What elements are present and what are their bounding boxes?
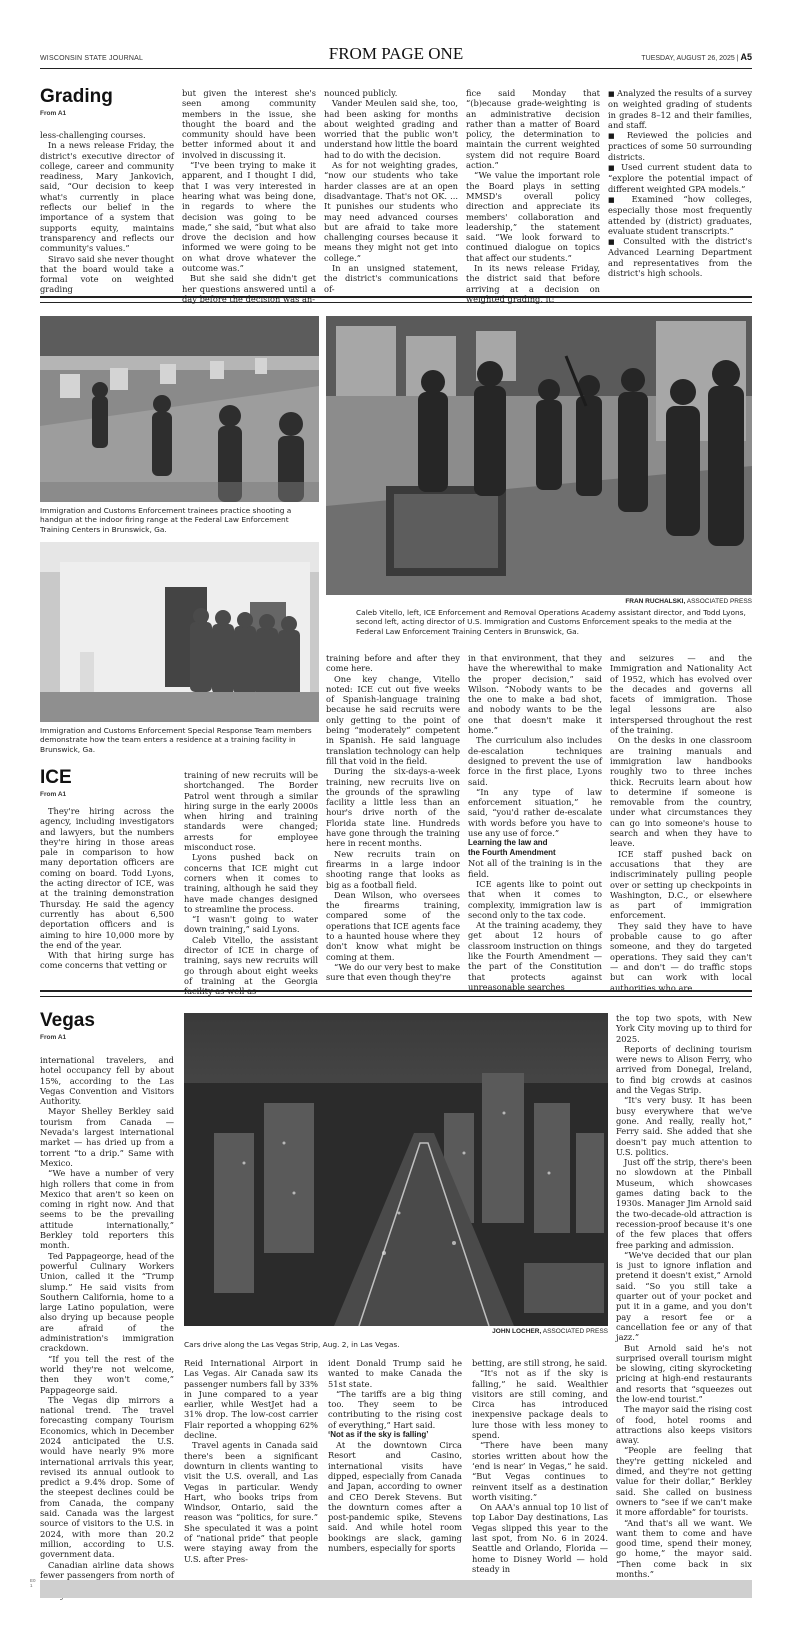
grading-col-1 [40,130,174,300]
paragraph: One key change, Vitello noted: ICE cut out five weeks of Spanish-language training because he said recruits were only getting to the point of being “moderately” competent in Spanish. He said language translation technology can help fill that void in the field. [326,673,460,766]
paragraph: Reports of declining tourism were news to Alison Ferry, who arrived from Donegal, Ireland, to find big crowds at casinos and the Vegas Strip. [616,1043,752,1096]
paragraph: With that hiring surge has come concerns that vetting or [40,950,174,971]
footer-ad-bar [40,1580,752,1598]
photo-agency: ASSOCIATED PRESS [686,598,752,605]
vegas-headline-block [40,1010,170,1041]
separator: | [736,55,739,62]
firing-range-photo [40,316,319,502]
ice-headline: ICE [40,767,72,788]
paragraph: They said they have to have probable cause to go after someone, and they do targeted operations. They said they can't — and don't — do traffic stops but can work with local authorities who are. [610,920,752,993]
special-response-photo [40,542,319,722]
press-conference-photo [326,316,752,595]
paragraph: “I wasn't going to water down training,” said Lyons. [184,914,318,935]
vegas-headline: Vegas [40,1010,95,1031]
grading-headline: Grading [40,86,113,107]
paragraph: Vander Meulen said she, too, had been asking for months about weighted grading and worried that the public won't understand how little the board had to do with the decision. [324,98,458,160]
paragraph: “We value the important role the Board plays in setting MMSD's overall policy direction and appreciate its members' collaboration and leadership,” the statement said. “We look forward to continued dialogue on topics that affect our students.” [466,170,600,263]
vegas-strip-photo [184,1013,608,1326]
subhead [468,838,602,858]
photographer-name: JOHN LOCHER, [492,1328,542,1335]
paragraph: ICE agents like to point out that when it comes to complexity, immigration law is second only to the tax code. [468,878,602,920]
section-divider [40,296,752,303]
paragraph: Dean Wilson, who oversees the firearms training, compared some of the operations that ICE agents face to a haunted house where they don't know what might be coming at them. [326,889,460,962]
paragraph: training of new recruits will be shortchanged. The Border Patrol went through a similar hiring surge in the early 2000s when hiring and training standards were changed; arrests for employee misconduct rose. [184,770,318,853]
paragraph: They're hiring across the agency, including investigators and lawyers, but the numbers they're hiring in those areas pale in comparison to how many deportation officers are coming on board. Todd Lyons, the acting director of ICE, was at the training demonstration Thursday. He said the agency currently has about 6,500 deportation officers and is aiming to hire 10,000 more by the end of the year. [40,806,174,950]
vegas-strip-image [184,1013,608,1326]
paragraph: Caleb Vitello, the assistant director of ICE in charge of training, says new recruits will go through about eight weeks of training at the Georgia facility as well as [184,934,318,997]
grading-col-2 [182,88,316,304]
photographer-name: FRAN RUCHALSKI, [625,598,686,605]
paragraph: Travel agents in Canada said there's been a significant downturn in clients wanting to visit the U.S. overall, and Las Vegas in particular. Wendy Hart, who books trips from Windsor, Ontario, said the reason was “politics, for sure.” She speculated it was a point of “national pride” that people were staying away from the U.S. after Pres- [184,1440,318,1564]
bullet-item: ■ Reviewed the policies and practices of some 50 surrounding districts. [608,130,752,162]
paragraph: “We have a number of very high rollers that come in from Mexico that aren't so keen on coming in right now. And that seems to be the prevailing attitude internationally,” Berkley told reporters this month. [40,1168,174,1251]
special-response-image [40,542,319,722]
paragraph: In a news release Friday, the district's executive director of college, career and community readiness, Mary Jankovich, said, “Our decision to keep what's currently in place reflects our belief in the importance of a system that supports equity, maintains transparency and reflects our community's values.” [40,140,174,254]
paragraph: Just off the strip, there's been no slowdown at the Pinball Museum, which showcases games dating back to the 1930s. Manager Jim Arnold said the two-decade-old attraction is recession-proof because it's one of the few places that offers free parking and admission. [616,1157,752,1250]
photo-agency: ASSOCIATED PRESS [542,1328,608,1335]
subhead-line-2: the Fourth Amendment [468,848,556,858]
grading-col-5 [608,88,752,300]
masthead [40,44,752,66]
paragraph: “We do our very best to make sure that even though they're [326,961,460,983]
paragraph: “It's not as if the sky is falling,” he said. Wealthier visitors are still coming, and Circa has introduced inexpensive package deals to lure those with less money to spend. [472,1368,608,1441]
paragraph: Ted Pappageorge, head of the powerful Culinary Workers Union, called it the “Trump slump.” He said visits from Southern California, home to a large Latino population, were also drying up because people are afraid of the administration's immigration crackdown. [40,1250,174,1354]
paragraph: Mayor Shelley Berkley said tourism from Canada — Nevada's largest international market — has dried up from a torrent “to a drip.” Same with Mexico. [40,1106,174,1168]
paragraph: nounced publicly. [324,88,398,98]
grading-headline-block [40,86,170,117]
firing-range-image [40,316,319,502]
vegas-col-2 [184,1358,318,1570]
paragraph: “And that's all we want. We want them to come and have good time, spend their money, go home,” the mayor said. “Then come back in six months.” [616,1517,752,1580]
paragraph: Siravo said she never thought that the board would take a formal vote on weighted grading [40,253,174,295]
date-page [641,52,752,62]
ice-jump: From A1 [40,791,67,798]
ice-col-1 [40,806,174,976]
vegas-col-5 [616,1013,752,1580]
paragraph: fice said Monday that “(b)ecause grade-weighting is an administrative decision rather than a matter of Board policy, the determination to maintain the current weighted system did not require Board action.” [466,88,600,171]
ice-col-2 [184,770,318,997]
paper-name: WISCONSIN STATE JOURNAL [40,55,144,62]
bullet-item: ■ Used current student data to “explore the potential impact of different weighted GPA models.” [608,162,752,194]
vegas-col-3 [328,1358,462,1570]
masthead-rule [40,68,752,69]
paragraph: Not all of the training is in the field. [468,858,602,879]
vegas-jump: From A1 [40,1034,67,1041]
vegas-photo-caption: Cars drive along the Las Vegas Strip, Aug. 2, in Las Vegas. [184,1340,400,1349]
bullet-item: ■ Consulted with the district's Advanced Learning Department and representatives from the district's high schools. [608,236,752,278]
page-code-line-2: 1 [30,1583,33,1588]
ice-col-4 [468,653,602,992]
vegas-col-4 [472,1358,608,1574]
paragraph: The Vegas dip mirrors a national trend. The travel forecasting company Tourism Economics, which in December 2024 anticipated the U.S. would have nearly 9% more international arrivals this year, revised its annual outlook to predict a 9.4% drop. Some of the steepest declines could be from Canada, the company said. Canada was the largest source of visitors to the U.S. in 2024, with more than 20.2 million, according to U.S. government data. [40,1394,174,1560]
grading-col-4 [466,88,600,304]
paragraph: The curriculum also includes de-escalation techniques designed to prevent the use of force in the first place, Lyons said. [468,735,602,787]
vegas-col-1 [40,1055,174,1580]
issue-date: TUESDAY, AUGUST 26, 2025 [641,55,735,62]
bullet-item: ■ Analyzed the results of a survey on weighted grading of students in grades 8–12 and their families, and staff. [608,88,752,130]
paragraph: but given the interest she's seen among community members in the issue, she thought the board and the community should have been better informed about it and involved in discussing it. [182,88,316,160]
paragraph: During the six-days-a-week training, new recruits live on the grounds of the sprawling facility a little less than an hour's drive north of the Florida state line. Hundreds have gone through the training here in recent months. [326,766,460,849]
paragraph: “There have been many stories written about how the ‘end is near’ in Vegas,” he said. “But Vegas continues to reinvent itself as a destination worth visiting.” [472,1440,608,1502]
paragraph: In its news release Friday, the district said that before arriving at a decision on weighted grading, it: [466,263,600,304]
paragraph: the top two spots, with New York City moving up to third for 2025. [616,1013,752,1044]
ice-col-3 [326,653,460,983]
subhead-line-1: Learning the law and [468,838,548,848]
paragraph: “If you tell the rest of the world they're not welcome, then they won't come,” Pappageorge said. [40,1353,174,1395]
paragraph: less-challenging courses. [40,130,146,140]
section-divider [40,990,752,997]
paragraph: training before and after they come here. [326,653,460,674]
paragraph: “People are feeling that they're getting nickeled and dimed, and they're not getting value for their dollar,” Berkley said. She called on business owners to “see if we can't make it more affordable” for tourists. [616,1445,752,1518]
grading-jump: From A1 [40,110,67,117]
press-conference-caption: Caleb Vitello, left, ICE Enforcement and Removal Operations Academy assistant director, and Todd Lyons, second left, acting director of U.S. Immigration and Customs Enforcement speaks to the media at the Federal Law Enforcement Training Centers in Brunswick, Ga. [356,608,746,636]
paragraph: Lyons pushed back on concerns that ICE might cut corners when it comes to training, although he said they have made changes designed to streamline the process. [184,852,318,914]
subhead: ‘Not as if the sky is falling’ [328,1430,429,1440]
special-response-caption: Immigration and Customs Enforcement Special Response Team members demonstrate how the team enters a residence at a training facility in Brunswick, Ga. [40,726,312,754]
paragraph: in that environment, that they have the wherewithal to make the proper decision,” said Wilson. “Nobody wants to be the one to make a bad shot, and nobody wants to be the one that doesn't make it home.” [468,653,602,736]
paragraph: “We've decided that our plan is just to ignore inflation and pretend it doesn't exist,” Arnold said. “So you still take a quarter out of your pocket and put it in a game, and you don't pay a resort fee or a cancellation fee or any of that jazz.” [616,1249,752,1343]
paragraph: At the downtown Circa Resort and Casino, international visits have dipped, especially from Canada and Japan, according to owner and CEO Derek Stevens. But the downturn comes after a post-pandemic spike, Stevens said. And while hotel room bookings are slack, gaming numbers, especially for sports [328,1440,462,1554]
grading-col-3 [324,88,458,300]
paragraph: “The tariffs are a big thing too. They seem to be contributing to the rising cost of everything,” Hart said. [328,1388,462,1430]
page-number: A5 [740,52,752,62]
paragraph: New recruits train on firearms in a large indoor shooting range that looks as big as a football field. [326,848,460,890]
press-conference-image [326,316,752,595]
paragraph: “I've been trying to make it apparent, and I thought I did, that I was very interested in hearing what was being done, in regards to where the decision was going to be made,” she said, “but what also drove the decision and how informed we were going to be on what drove whatever the outcome was.” [182,160,316,274]
paragraph: But she said she didn't get her questions answered until a day before the decision was an- [182,273,316,304]
page-code [30,1578,36,1588]
paragraph: and seizures — and the Immigration and Nationality Act of 1952, which has evolved over the decades and governs all facets of immigration. Those legal lessons are also interspersed throughout the rest of the training. [610,653,752,736]
ice-headline-block [40,767,170,798]
paragraph: Canadian airline data shows fewer passengers from north of [40,1559,174,1580]
paragraph: international travelers, and hotel occupancy fell by about 15%, according to the Las Vegas Convention and Visitors Authority. [40,1055,174,1107]
paragraph: The mayor said the rising cost of food, hotel rooms and attractions also keeps visitors away. [616,1404,752,1446]
section-title: FROM PAGE ONE [328,44,464,63]
paragraph: “It's very busy. It has been busy everywhere that we've gone. And really, really hot,” Ferry said. She added that she doesn't pay much attention to U.S. politics. [616,1095,752,1157]
bullet-item: ■ Examined “how colleges, especially those most frequently attended by (district) graduates, evaluate student transcripts.” [608,194,752,236]
paragraph: As for not weighting grades, “now our students who take harder classes are at an open disadvantage. That's not OK. ... It punishes our students who may need advanced courses but are afraid to take more challenging courses because it means they might not get into college.” [324,160,458,263]
paragraph: “In any type of law enforcement situation,” he said, “you'd rather de-escalate with words before you have to use any use of force.” [468,786,602,839]
ice-col-5 [610,653,752,993]
paragraph: On AAA's annual top 10 list of top Labor Day destinations, Las Vegas slipped this year to the last spot, from No. 6 in 2024. Seattle and Orlando, Florida — home to Disney World — hold steady in [472,1502,608,1574]
paragraph: ident Donald Trump said he wanted to make Canada the 51st state. [328,1358,462,1389]
press-conference-credit [326,598,752,605]
paragraph: On the desks in one classroom are training manuals and immigration law handbooks roughly two to three inches thick. Recruits learn about how to determine if someone is removable from the country, under what circumstances they can go into someone's house to search and when they have to leave. [610,735,752,849]
vegas-photo-credit [184,1328,608,1335]
paragraph: Reid International Airport in Las Vegas. Air Canada saw its passenger numbers fall by 33% in June compared to a year earlier, while WestJet had a 31% drop. The low-cost carrier Flair reported a whopping 62% decline. [184,1358,318,1441]
paragraph: ICE staff pushed back on accusations that they are indiscriminately pulling people over or setting up checkpoints in Washington, D.C., or elsewhere as part of immigration enforcement. [610,848,752,921]
paragraph: At the training academy, they get about 12 hours of classroom instruction on things like the Fourth Amendment — the part of the Constitution that protects against unreasonable searches [468,920,602,992]
paragraph: betting, are still strong, he said. [472,1358,608,1368]
page-code-line-1: E0 [30,1578,36,1583]
firing-range-caption: Immigration and Customs Enforcement trainees practice shooting a handgun at the indoor firing range at the Federal Law Enforcement Training Centers in Brunswick, Ga. [40,506,292,534]
paragraph: But Arnold said he's not surprised overall tourism might be slowing, citing skyrocketing pricing at high-end restaurants and resorts that “squeezes out the low-end tourist.” [616,1342,752,1404]
paragraph: In an unsigned statement, the district's communications of- [324,263,458,294]
